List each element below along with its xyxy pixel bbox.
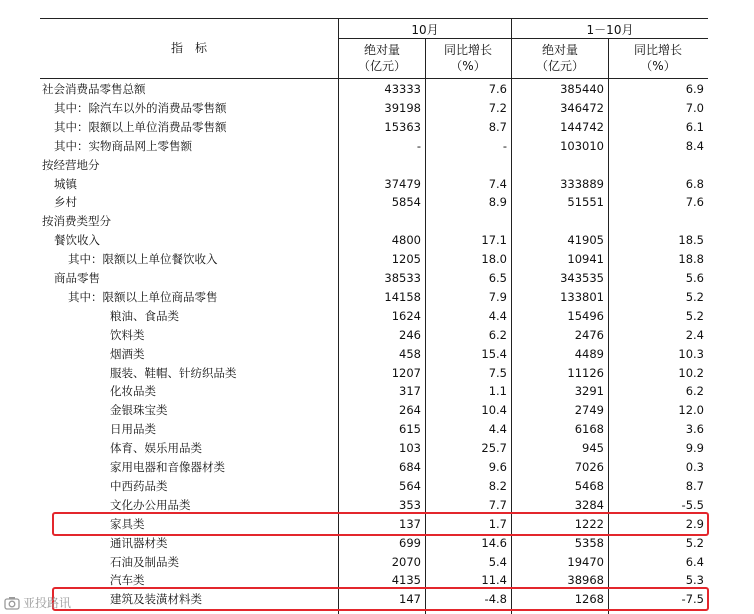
row-value-oct-abs: 147: [399, 592, 421, 607]
row-value-oct-abs: 246: [399, 327, 421, 342]
row-label: 金银珠宝类: [110, 403, 168, 418]
row-label: 汽车类: [110, 573, 145, 588]
row-value-oct-yoy: 9.6: [488, 460, 507, 474]
row-value-ytd-abs: 385440: [560, 82, 604, 96]
row-value-oct-yoy: 1.1: [488, 384, 507, 399]
row-label: 家用电器和音像器材类: [110, 460, 225, 474]
row-label: 其中：实物商品网上零售额: [54, 138, 192, 153]
row-label: 中西药品类: [110, 478, 168, 493]
row-label: 其中：除汽车以外的消费品零售额: [54, 100, 227, 115]
row-value-ytd-yoy: 5.3: [685, 573, 704, 588]
row-value-oct-abs: 15363: [384, 119, 421, 134]
row-value-oct-abs: -: [416, 138, 421, 153]
row-value-ytd-yoy: 8.4: [685, 138, 704, 153]
row-value-ytd-abs: 103010: [560, 138, 604, 153]
row-value-ytd-yoy: 6.8: [685, 176, 704, 191]
header-ytd-yoy: 同比增长 （%）: [633, 43, 682, 73]
row-value-oct-abs: 264: [399, 403, 421, 418]
row-label: 烟酒类: [110, 346, 145, 361]
row-value-ytd-abs: 144742: [560, 119, 604, 134]
row-value-ytd-yoy: 6.4: [685, 554, 704, 569]
row-value-oct-abs: 38533: [384, 271, 421, 285]
row-value-ytd-abs: 333889: [560, 176, 604, 191]
row-value-oct-yoy: 11.4: [481, 573, 507, 588]
row-value-ytd-abs: 19470: [567, 554, 604, 569]
row-value-oct-yoy: 10.4: [481, 403, 507, 418]
watermark-text: 亚投路讯: [23, 596, 72, 610]
row-label: 粮油、食品类: [110, 308, 179, 323]
row-value-ytd-yoy: 2.9: [685, 516, 704, 531]
row-value-ytd-yoy: 12.0: [678, 403, 704, 418]
row-value-oct-yoy: 18.0: [481, 252, 507, 267]
row-value-oct-abs: 43333: [384, 82, 421, 96]
row-value-oct-yoy: 8.2: [488, 478, 507, 493]
top-rule: [40, 18, 708, 19]
row-label: 服装、鞋帽、针纺织品类: [110, 365, 237, 380]
row-value-oct-abs: 564: [399, 478, 421, 493]
row-label: 石油及制品类: [110, 554, 179, 569]
row-label: 化妆品类: [110, 384, 156, 399]
row-value-oct-yoy: 7.6: [488, 82, 507, 96]
row-label: 其中：限额以上单位餐饮收入: [68, 252, 218, 267]
row-value-ytd-abs: 7026: [574, 460, 604, 474]
row-value-ytd-abs: 5468: [574, 478, 604, 493]
row-value-ytd-yoy: 7.0: [685, 100, 704, 115]
row-value-ytd-abs: 10941: [567, 252, 604, 267]
row-value-ytd-yoy: 10.2: [678, 365, 704, 380]
row-value-ytd-yoy: 7.6: [685, 195, 704, 210]
row-value-oct-abs: 684: [399, 460, 421, 474]
row-value-oct-yoy: -4.8: [484, 592, 507, 607]
header-oct-abs: 绝对量 （亿元）: [357, 43, 406, 73]
row-value-ytd-yoy: 0.3: [685, 460, 704, 474]
row-value-ytd-yoy: 5.6: [685, 271, 704, 285]
row-value-oct-abs: 458: [399, 346, 421, 361]
row-label: 按经营地分: [42, 157, 100, 172]
highlight-box: [52, 512, 709, 536]
row-value-ytd-yoy: -5.5: [681, 497, 704, 512]
row-value-ytd-abs: 51551: [567, 195, 604, 210]
row-value-oct-abs: 353: [399, 497, 421, 512]
row-value-oct-abs: 37479: [384, 176, 421, 191]
row-value-oct-abs: 4135: [391, 573, 421, 588]
row-value-ytd-abs: 343535: [560, 271, 604, 285]
row-value-oct-abs: 137: [399, 516, 421, 531]
row-label: 其中：限额以上单位商品零售: [68, 289, 218, 304]
row-value-ytd-abs: 5358: [574, 535, 604, 550]
row-value-ytd-abs: 15496: [567, 308, 604, 323]
row-value-oct-yoy: 6.2: [488, 327, 507, 342]
row-value-oct-abs: 1207: [391, 365, 421, 380]
row-value-oct-abs: 14158: [384, 289, 421, 304]
row-label: 日用品类: [110, 422, 156, 437]
row-value-ytd-abs: 2749: [574, 403, 604, 418]
highlight-box: [52, 587, 709, 611]
row-value-oct-yoy: 14.6: [481, 535, 507, 550]
row-value-ytd-abs: 3284: [574, 497, 604, 512]
row-value-ytd-yoy: 18.8: [678, 252, 704, 267]
row-value-ytd-abs: 38968: [567, 573, 604, 588]
watermark: [4, 594, 71, 611]
row-value-oct-yoy: 7.7: [488, 497, 507, 512]
header-ytd-abs: 绝对量 （亿元）: [535, 43, 584, 73]
row-label: 饮料类: [110, 327, 145, 342]
row-value-ytd-yoy: 8.7: [685, 478, 704, 493]
row-label: 社会消费品零售总额: [42, 82, 146, 96]
row-value-ytd-yoy: 5.2: [685, 535, 704, 550]
row-value-ytd-abs: 3291: [574, 384, 604, 399]
row-value-oct-yoy: 6.5: [488, 271, 507, 285]
row-value-ytd-abs: 11126: [567, 365, 604, 380]
row-value-ytd-yoy: 5.2: [685, 308, 704, 323]
row-value-oct-abs: 39198: [384, 100, 421, 115]
row-value-oct-yoy: 8.7: [488, 119, 507, 134]
row-value-oct-abs: 2070: [391, 554, 421, 569]
row-value-oct-abs: 1624: [391, 308, 421, 323]
row-value-ytd-yoy: 2.4: [685, 327, 704, 342]
row-value-ytd-abs: 6168: [574, 422, 604, 437]
header-indicator: 指 标: [170, 41, 207, 55]
row-value-ytd-yoy: 10.3: [678, 346, 704, 361]
row-value-oct-yoy: 7.2: [488, 100, 507, 115]
row-value-ytd-yoy: 6.1: [685, 119, 704, 134]
row-value-oct-abs: 317: [399, 384, 421, 399]
row-value-oct-abs: 615: [399, 422, 421, 437]
row-label: 建筑及装潢材料类: [110, 592, 202, 607]
row-value-ytd-yoy: 6.9: [685, 82, 704, 96]
row-label: 体育、娱乐用品类: [110, 441, 202, 456]
row-label: 商品零售: [54, 271, 100, 285]
row-value-oct-yoy: 1.7: [488, 516, 507, 531]
header-oct-yoy: 同比增长 （%）: [443, 43, 492, 73]
row-label: 家具类: [110, 516, 145, 531]
row-value-oct-abs: 103: [399, 441, 421, 456]
row-value-ytd-abs: 1268: [574, 592, 604, 607]
row-value-oct-yoy: 25.7: [481, 441, 507, 456]
camera-icon: [4, 596, 20, 610]
row-value-ytd-abs: 133801: [560, 289, 604, 304]
row-label: 乡村: [54, 195, 77, 210]
row-label: 其中：限额以上单位消费品零售额: [54, 119, 227, 134]
row-value-ytd-yoy: 5.2: [685, 289, 704, 304]
row-value-oct-yoy: 8.9: [488, 195, 507, 210]
row-value-ytd-yoy: 6.2: [685, 384, 704, 399]
row-value-oct-yoy: 4.4: [488, 308, 507, 323]
row-value-ytd-yoy: 9.9: [685, 441, 704, 456]
row-label: 城镇: [54, 176, 77, 191]
row-value-ytd-yoy: -7.5: [681, 592, 704, 607]
row-label: 按消费类型分: [42, 214, 111, 229]
row-value-oct-yoy: 7.9: [488, 289, 507, 304]
row-value-oct-yoy: 15.4: [481, 346, 507, 361]
row-value-ytd-abs: 41905: [567, 233, 604, 248]
row-label: 通讯器材类: [110, 535, 168, 550]
group-rule: [339, 38, 708, 39]
row-value-oct-yoy: 4.4: [488, 422, 507, 437]
header-group-october: 10月: [411, 23, 439, 37]
row-value-oct-yoy: 7.4: [488, 176, 507, 191]
row-value-ytd-yoy: 3.6: [685, 422, 704, 437]
row-value-ytd-abs: 346472: [560, 100, 604, 115]
row-value-ytd-abs: 1222: [574, 516, 604, 531]
row-value-oct-yoy: 5.4: [488, 554, 507, 569]
row-value-oct-yoy: 7.5: [488, 365, 507, 380]
row-value-oct-abs: 5854: [391, 195, 421, 210]
row-value-ytd-yoy: 18.5: [678, 233, 704, 248]
row-value-ytd-abs: 945: [582, 441, 604, 456]
row-value-oct-yoy: 17.1: [481, 233, 507, 248]
row-value-ytd-abs: 2476: [574, 327, 604, 342]
row-value-oct-yoy: -: [502, 138, 507, 153]
row-value-oct-abs: 1205: [391, 252, 421, 267]
row-value-oct-abs: 4800: [391, 233, 421, 248]
row-value-ytd-abs: 4489: [574, 346, 604, 361]
row-label: 餐饮收入: [54, 233, 100, 248]
row-label: 文化办公用品类: [110, 497, 191, 512]
header-group-jan-oct: 1－10月: [586, 23, 634, 37]
row-value-oct-abs: 699: [399, 535, 421, 550]
